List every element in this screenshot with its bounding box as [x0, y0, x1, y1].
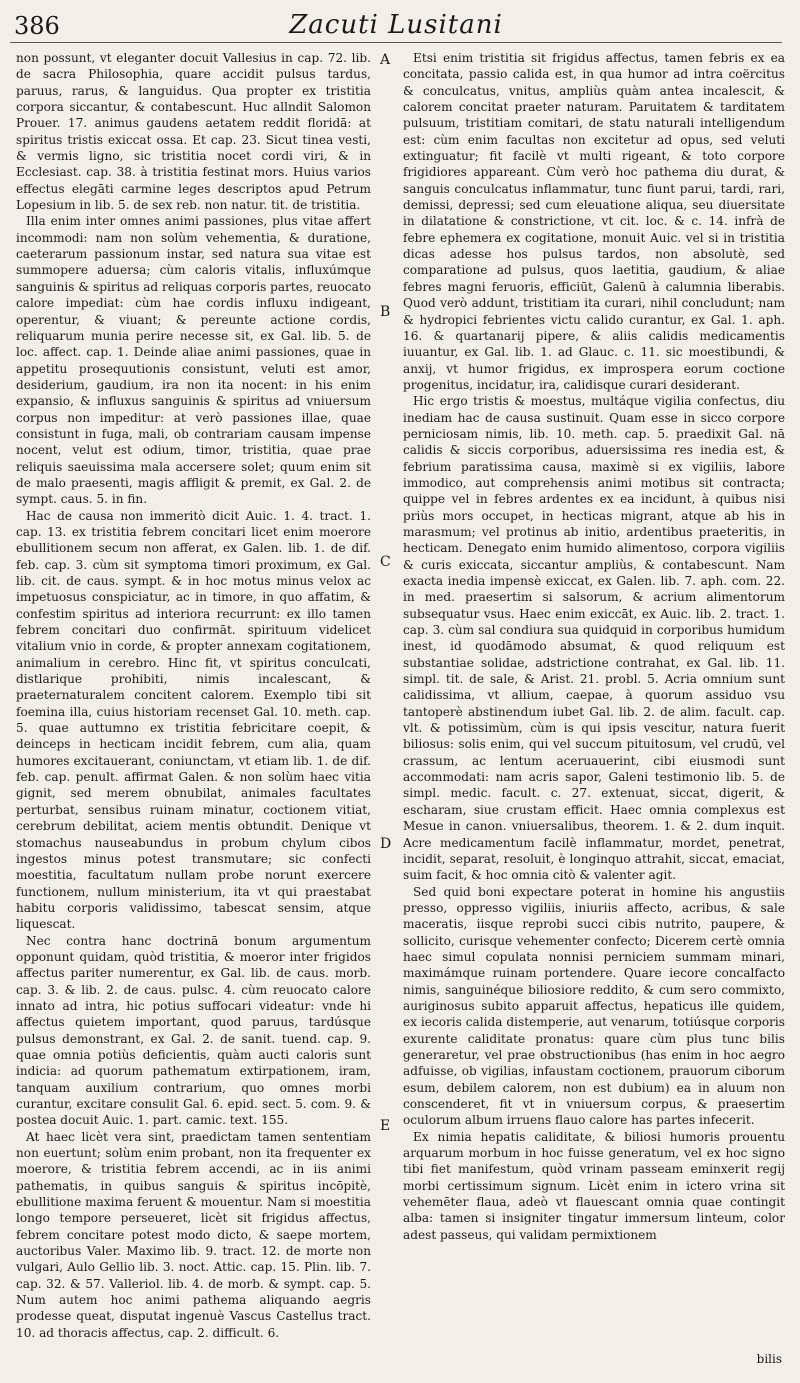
right-column	[403, 50, 785, 1370]
left-column	[16, 50, 371, 1370]
page-header	[10, 6, 782, 43]
paragraph: Hic ergo tristis & moestus, multáque vigilia confectus, diu inediam hac de causa sustinuit. Quam esse in sicco corpore perniciosam nimis, lib. 10. meth. cap. 5. praedixit Gal. nā calidis & siccis corporibus, aduersissima res inedia est, & febrium paratissima causa, maximè si ex vigiliis, labore immodico, aut comprehensis animi motibus sit contracta; quippe vel in febres ardentes ex ea incidunt, à quibus nisi priùs mors occupet, in hecticas migrant, atque ab his in marasmum; vel protinus ab initio, ardentibus praeteritis, in hecticam. Denegato enim humido alimentoso, corpora vigiliis & curis exiccata, siccantur ampliùs, & contabescunt. Nam exacta inedia impensè exiccat, ex Galen. lib. 7. aph. com. 22. in med. praesertim si salsorum, & acrium alimentorum subsequatur vsus. Haec enim exiccāt, ex Auic. lib. 2. tract. 1. cap. 3. cùm sal condiura sua quidquid in corporibus humidum inest, id quodāmodo absumat, & quod reliquum est substantiae solidae, adstrictione contrahat, ex Gal. lib. 11. simpl. tit. de sale, & Arist. 21. probl. 5. Acria omnium sunt calidissima, vt allium, caepae, à quorum assiduo vsu tantoperè abstinendum iubet Gal. lib. 2. de alim. facult. cap. vlt. & potissimùm, cùm is qui ipsis vescitur, natura fuerit biliosus: solis enim, qui vel succum pituitosum, vel crudū, vel crassum, ac lentum aceruauerint, cibi eiusmodi sunt accommodati: nam acris sapor, Galeni testimonio lib. 5. de simpl. medic. facult. c. 27. extenuat, siccat, digerit, & escharam, siue crustam efficit. Haec omnia complexus est Mesue in canon. vniuersalibus, theorem. 1. & 2. dum inquit. Acre medicamentum facilè inflammatur, mordet, penetrat, incidit, separat, resoluit, è longinquo attrahit, siccat, emaciat, suim facit, & hoc omnia citò & valenter agit.	[403, 394, 785, 883]
margin-letter-a: A	[380, 52, 391, 68]
margin-letter-c: C	[380, 554, 391, 570]
paragraph: Illa enim inter omnes animi passiones, plus vitae affert incommodi: nam non solùm vehementia, & duratione, caeterarum passionum instar, sed natura sua vitae est summopere aduersa; cùm caloris vitalis, influxúmque sanguinis & spiritus ad reliquas corporis partes, reuocato calore impediat: cùm hae cordis influxu indigeant, operentur, & viuant; & pereunte actione cordis, reliquarum munia perire necesse sit, ex Gal. lib. 5. de loc. affect. cap. 1. Deinde aliae animi passiones, quae in appetitu prosequutionis consistunt, veluti est amor, desiderium, gaudium, ira non ita nocent: in his enim expansio, & influxus sanguinis & spiritus ad vniuersum corpus non impeditur: at verò passiones illae, quae consistunt in fuga, mali, ob contrariam causam impense nocent, velut est odium, timor, tristitia, quae prae reliquis saeuissima mala accersere solet; quum enim sit de malo praesenti, magis affligit & premit, ex Gal. 2. de sympt. caus. 5. in fin.	[16, 214, 371, 507]
paragraph: Nec contra hanc doctrinā bonum argumentum opponunt quidam, quòd tristitia, & moeror inter frigidos affectus pariter numerentur, ex Gal. lib. de caus. morb. cap. 3. & lib. 2. de caus. pulsc. 4. cùm reuocato calore innato ad intra, hic potius suffocari videatur: vnde hi affectus quietem important, quod paruus, tardúsque pulsus demonstrant, ex Gal. 2. de sanit. tuend. cap. 9. quae omnia potiùs deficientis, quàm aucti caloris sunt indicia: ad quorum pathematum extirpationem, iram, tanquam auxilium contrarium, quo omnes morbi curantur, excitare consulit Gal. 6. epid. sect. 5. com. 9. & postea docuit Auic. 1. part. camic. text. 155.	[16, 933, 371, 1128]
page-number: 386	[14, 12, 60, 40]
running-title: Zacuti Lusitani	[289, 10, 503, 40]
margin-letter-e: E	[380, 1118, 391, 1134]
paragraph: Hac de causa non immeritò dicit Auic. 1. 4. tract. 1. cap. 13. ex tristitia febrem concitari licet enim moerore ebullitionem secum non afferat, ex Galen. lib. 1. de dif. feb. cap. 3. cùm sit symptoma timori proximum, ex Gal. lib. cit. de caus. sympt. & in hoc motus minus velox ac impetuosus conspiciatur, ac in timore, in quo affatim, & confestim spiritus ad interiora recurrunt: ex illo tamen febrem concitari duo confirmāt. spirituum videlicet vitalium vnio in corde, & propter annexam cogitationem, animalium in cerebro. Hinc fit, vt spiritus conculcati, distlarique prohibiti, nimis incalescant, & praeternaturalem concitent calorem. Exemplo tibi sit foemina illa, cuius historiam recenset Gal. 10. meth. cap. 5. quae auttumno ex tristitia febricitare coepit, & deinceps in hecticam incidit febrem, cum alia, quam humores excitauerant, coniunctam, vt etiam lib. 1. de dif. feb. cap. penult. affirmat Galen. & non solùm haec vitia gignit, sed merem obnubilat, animales facultates perturbat, sensibus ruinam minatur, coctionem vitiat, cerebrum debilitat, aciem mentis obtundit. Denique vt stomachus nauseabundus in probum chylum cibos ingestos minus potest transmutare; sic confecti moestitia, facultatum nullam probe norunt exercere functionem, nullum ministerium, ita vt qui praestabat habitu corporis validissimo, tabescat sensim, atque liquescat.	[16, 508, 371, 932]
catchword: bilis	[756, 1352, 782, 1366]
paragraph: Etsi enim tristitia sit frigidus affectus, tamen febris ex ea concitata, passio calida est, in qua humor ad intra coërcitus & conculcatus, vnitus, ampliùs quàm antea incalescit, & calorem concitat praeter naturam. Paruitatem & tarditatem pulsuum, tristitiam comitari, de statu naturali intelligendum est: cùm enim facultas non excitetur ad opus, sed veluti extinguatur; fit facilè vt multi rigeant, & toto corpore frigidiores appareant. Cùm verò hoc pathema diu durat, & sanguis conculcatus inflammatur, tunc fiunt parui, tardi, rari, demissi, depressi; sed cum eleuatione aliqua, seu diuersitate in dilatatione & constrictione, vt cit. loc. & c. 14. infrà de febre ephemera ex cogitatione, monuit Auic. vel si in tristitia dicas adesse hos pulsus tardos, non absolutè, sed comparatione ad pulsus, quos laetitia, gaudium, & aliae febres magni feruoris, efficiūt, Galenū à calumnia liberabis. Quod verò addunt, tristitiam ita curari, nihil concludunt; nam & hydropici febrientes victu calido curantur, ex Gal. 1. aph. 16. & quartanarij pipere, & aliis calidis medicamentis iuuantur, ex Gal. lib. 1. ad Glauc. c. 11. sic moestibundi, & anxij, vt humor frigidus, ex improspera eorum coctione progenitus, incidatur, ira, calidisque curari desiderant.	[403, 51, 785, 392]
paragraph: Sed quid boni expectare poterat in homine his angustiis presso, oppresso vigiliis, iniuriis affecto, acribus, & sale maceratis, iisque reprobi succi cibis nutrito, paupere, & sollicito, curisque vehementer confecto; Dicerem certè omnia haec simul copulata nonnisi perniciem summam minari, maximámque ruinam portendere. Quare iecore concalfacto nimis, sanguinéque biliosiore reddito, & cum sero commixto, auriginosus subito apparuit affectus, hepaticus ille quidem, ex iecoris calida distemperie, aut venarum, totiúsque corporis exurente caliditate pronatus: quare cùm plus tunc bilis generaretur, vel prae obstructionibus (has enim in hoc aegro adfuisse, ob vigilias, infaustam coctionem, prauorum ciborum esum, debilem calorem, non est dubium) ea in aluum non conscenderet, fit vt in vniuersum corpus, & praesertim oculorum album irruens flauo calore has partes infecerit.	[403, 884, 785, 1128]
margin-letter-d: D	[380, 836, 392, 852]
paragraph: Ex nimia hepatis caliditate, & biliosi humoris prouentu arquarum morbum in hoc fuisse generatum, vel ex hoc signo tibi fiet manifestum, quòd vrinam passeam eminxerit regij morbi certissimum signum. Licèt enim in ictero vrina sit vehemēter flaua, adeò vt flauescant omnia quae contingit alba: tamen si insigniter tingatur immersum linteum, color adest passeus, qui validam permixtionem	[403, 1129, 785, 1242]
margin-section-letters	[376, 50, 396, 1370]
paragraph: non possunt, vt eleganter docuit Vallesius in cap. 72. lib. de sacra Philosophia, quare accidit pulsus tardus, paruus, rarus, & languidus. Qua propter ex tristitia corpora siccantur, & contabescunt. Huc allndit Salomon Prouer. 17. animus gaudens aetatem reddit floridā: at spiritus tristis exiccat ossa. Et cap. 23. Sicut tinea vesti, & vermis ligno, sic tristitia nocet cordi viri, & in Ecclesiast. cap. 38. à tristitia festinat mors. Huius varios effectus elegāti carmine leges descriptos apud Petrum Lopesium in lib. 5. de sex reb. non natur. tit. de tristitia.	[16, 51, 371, 213]
paragraph: At haec licèt vera sint, praedictam tamen sententiam non euertunt; solùm enim probant, non ita frequenter ex moerore, & tristitia febrem accendi, ac in iis animi pathematis, in quibus sanguis & spiritus incōpitè, ebullitione maxima feruent & mouentur. Nam si moestitia longo tempore perseueret, licèt sit frigidus affectus, febrem concitare potest modo dicto, & saepe mortem, auctoribus Valer. Maximo lib. 9. tract. 12. de morte non vulgari, Aulo Gellio lib. 3. noct. Attic. cap. 15. Plin. lib. 7. cap. 32. & 57. Valleriol. lib. 4. de morb. & sympt. cap. 5. Num autem hoc animi pathema aliquando aegris prodesse queat, disputat ingenuè Vascus Castellus tract. 10. ad thoracis affectus, cap. 2. difficult. 6.	[16, 1129, 371, 1340]
margin-letter-b: B	[380, 304, 391, 320]
